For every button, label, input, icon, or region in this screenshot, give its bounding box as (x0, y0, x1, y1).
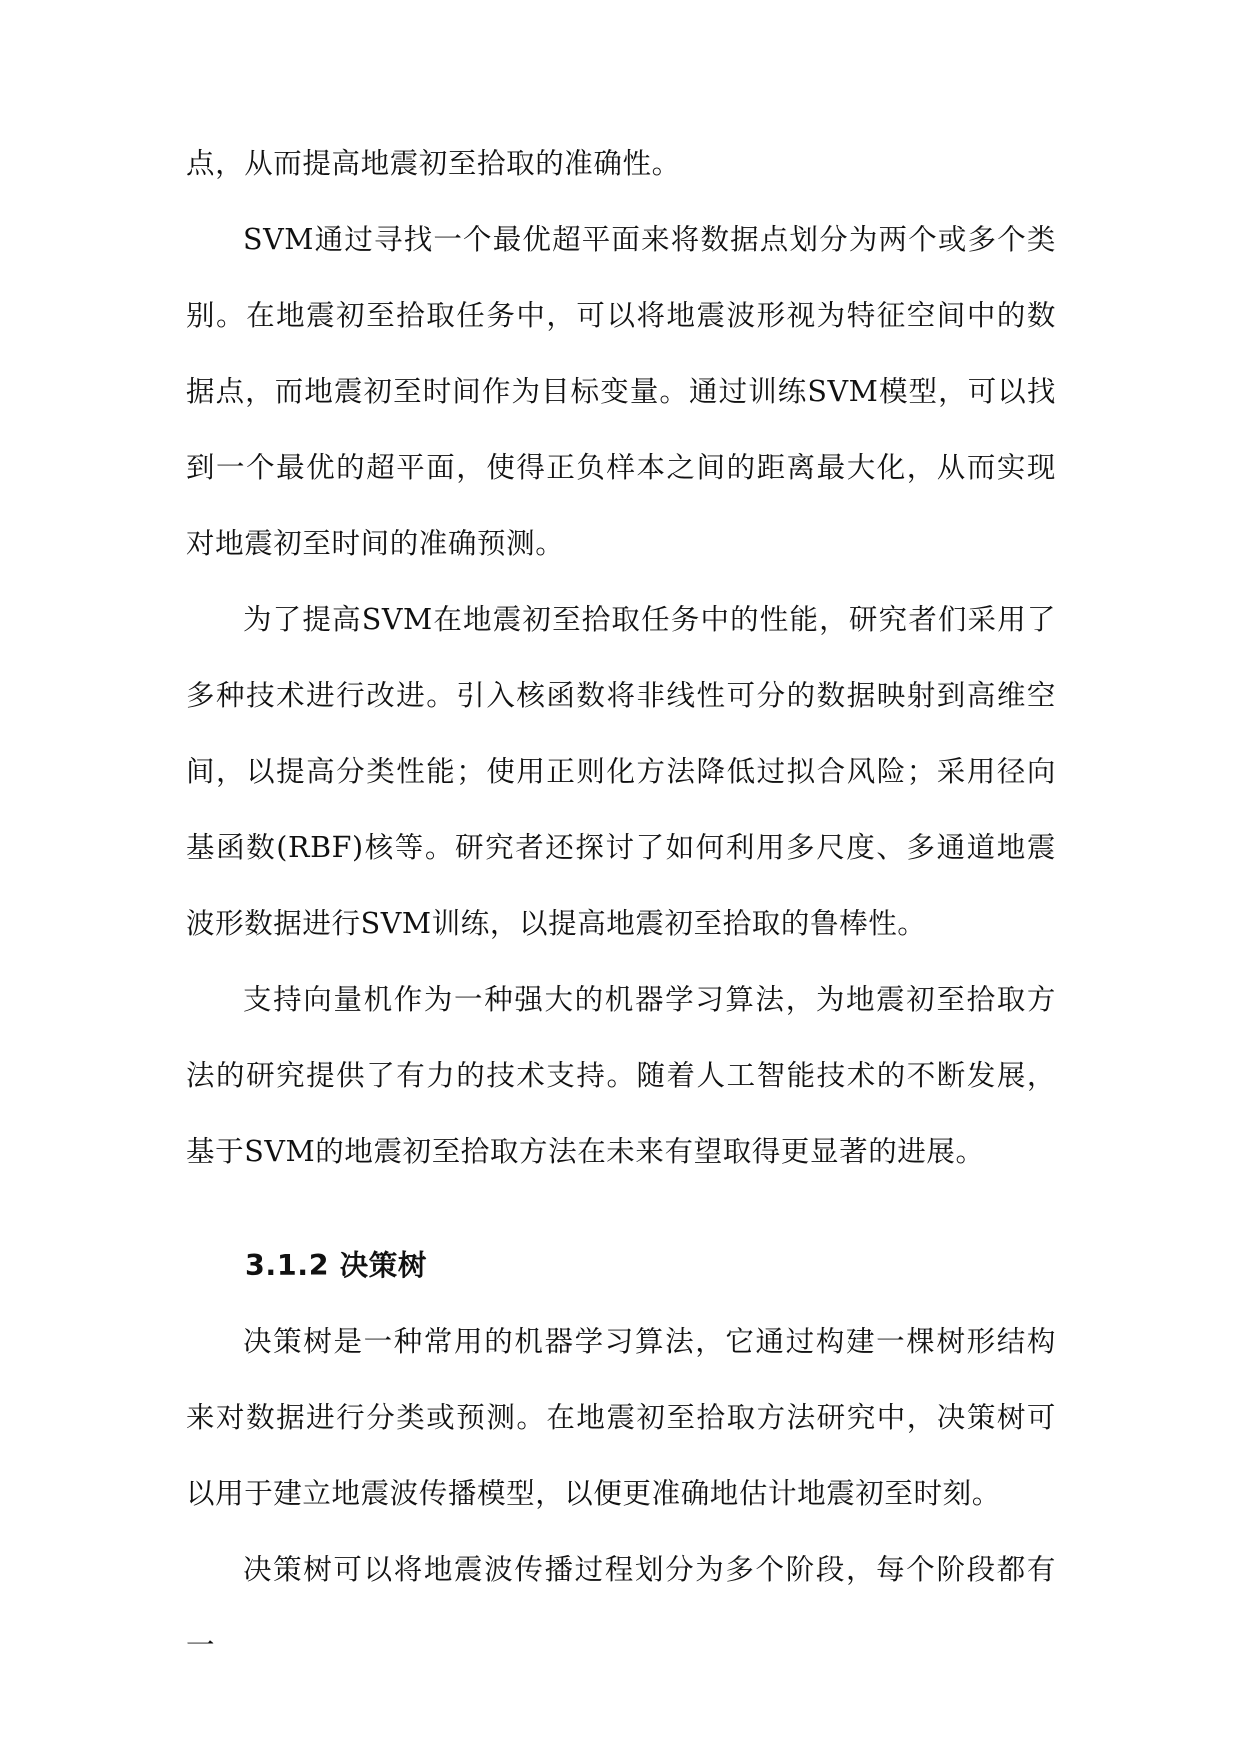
section-heading: 3.1.2 决策树 (245, 1249, 427, 1282)
paragraph-decision-tree-intro: 决策树是一种常用的机器学习算法，它通过构建一棵树形结构来对数据进行分类或预测。在地震初至拾取方法研究中，决策树可以用于建立地震波传播模型，以便更准确地估计地震初至时刻。 (186, 1325, 1056, 1510)
paragraph-svm-summary: 支持向量机作为一种强大的机器学习算法，为地震初至拾取方法的研究提供了有力的技术支持。随着人工智能技术的不断发展，基于SVM的地震初至拾取方法在未来有望取得更显著的进展。 (186, 983, 1056, 1168)
section-spacer (186, 1190, 1056, 1228)
paragraph-continuation: 点，从而提高地震初至拾取的准确性。 (186, 147, 681, 180)
paragraph-svm-hyperplane: SVM通过寻找一个最优超平面来将数据点划分为两个或多个类别。在地震初至拾取任务中，可以将地震波形视为特征空间中的数据点，而地震初至时间作为目标变量。通过训练SVM模型，可以找到一个最优的超平面，使得正负样本之间的距离最大化，从而实现对地震初至时间的准确预测。 (186, 223, 1056, 560)
document-body (186, 126, 1056, 1684)
paragraph-decision-tree-stages: 决策树可以将地震波传播过程划分为多个阶段，每个阶段都有一 (186, 1553, 1056, 1662)
paragraph-svm-improvements: 为了提高SVM在地震初至拾取任务中的性能，研究者们采用了多种技术进行改进。引入核函数将非线性可分的数据映射到高维空间，以提高分类性能；使用正则化方法降低过拟合风险；采用径向基函数(RBF)核等。研究者还探讨了如何利用多尺度、多通道地震波形数据进行SVM训练，以提高地震初至拾取的鲁棒性。 (186, 603, 1056, 940)
